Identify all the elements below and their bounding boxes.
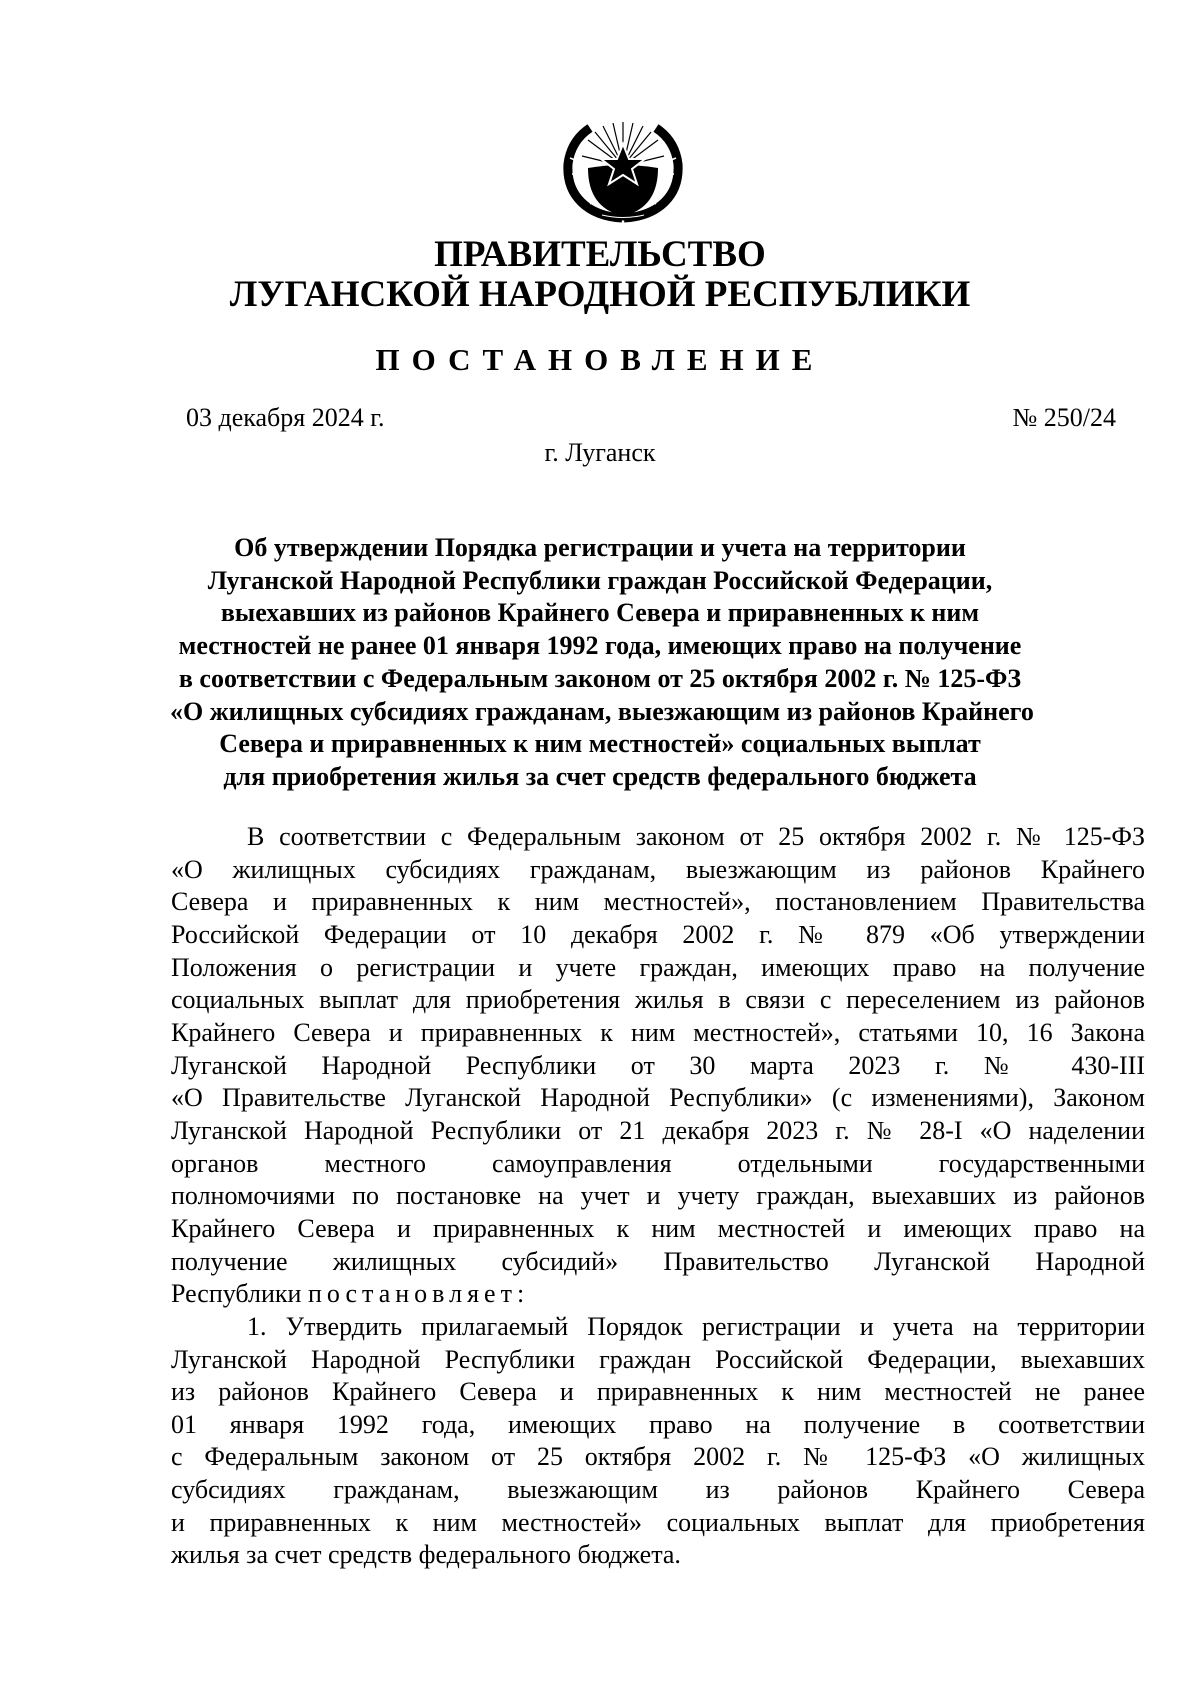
body-line: Российской Федерации от 10 декабря 2002 г. № 879 «Об утверждении	[171, 919, 1145, 949]
body-line: Луганской Народной Республики граждан Российской Федерации, выехавших	[171, 1344, 1145, 1374]
body-line: Севера и приравненных к ним местностей», постановлением Правительства	[171, 887, 1145, 917]
document-city: г. Луганск	[544, 438, 656, 467]
body-line: «О жилищных субсидиях гражданам, выезжающим из районов Крайнего	[171, 854, 1145, 884]
body-line: полномочиями по постановке на учет и учету граждан, выехавших из районов	[171, 1181, 1145, 1211]
document-number: № 250/24	[1012, 403, 1116, 432]
body-line: с Федеральным законом от 25 октября 2002 г. № 125-ФЗ «О жилищных	[171, 1442, 1145, 1472]
body-line: органов местного самоуправления отдельными государственными	[171, 1148, 1145, 1178]
title-line: в соответствии с Федеральным законом от 25 октября 2002 г. № 125-ФЗ	[178, 663, 1022, 693]
document-date: 03 декабря 2024 г.	[186, 403, 385, 432]
organization-name-line-1: ПРАВИТЕЛЬСТВО	[434, 234, 766, 275]
body-line: социальных выплат для приобретения жилья в связи с переселением из районов	[171, 985, 1145, 1015]
body-line: субсидиях гражданам, выезжающим из районов Крайнего Севера	[171, 1475, 1145, 1505]
title-line: выехавших из районов Крайнего Севера и приравненных к ним	[220, 598, 980, 628]
organization-name-line-2: ЛУГАНСКОЙ НАРОДНОЙ РЕСПУБЛИКИ	[229, 274, 971, 315]
title-line: «О жилищных субсидиях гражданам, выезжающим из районов Крайнего	[170, 696, 1034, 726]
title-line: Луганской Народной Республики граждан Российской Федерации,	[207, 565, 993, 595]
body-line: 1. Утвердить прилагаемый Порядок регистрации и учета на территории	[247, 1311, 1145, 1341]
body-line: Луганской Народной Республики от 21 декабря 2023 г. № 28-I «О наделении	[171, 1115, 1145, 1145]
body-line: Крайнего Севера и приравненных к ним местностей и имеющих право на	[171, 1213, 1145, 1243]
title-line: Севера и приравненных к ним местностей» социальных выплат	[219, 729, 981, 759]
body-line: из районов Крайнего Севера и приравненных к ним местностей не ранее	[171, 1377, 1145, 1407]
body-line: Положения о регистрации и учете граждан, имеющих право на получение	[171, 952, 1145, 982]
item-1-paragraph	[171, 1311, 1145, 1572]
body-line: жилья за счет средств федерального бюджета.	[171, 1540, 681, 1570]
body-line: 01 января 1992 года, имеющих право на получение в соответствии	[171, 1409, 1145, 1439]
body-line: «О Правительстве Луганской Народной Республики» (с изменениями), Законом	[171, 1083, 1145, 1113]
body-line: Луганской Народной Республики от 30 марта 2023 г. № 430-III	[171, 1050, 1145, 1080]
body-line-last	[171, 1278, 1145, 1311]
body-line: и приравненных к ним местностей» социальных выплат для приобретения	[171, 1507, 1145, 1537]
preamble-last-prefix: Республики	[171, 1279, 302, 1309]
body-line: Крайнего Севера и приравненных к ним местностей», статьями 10, 16 Закона	[171, 1017, 1145, 1047]
coat-of-arms-icon	[558, 118, 688, 224]
title-line: для приобретения жилья за счет средств федерального бюджета	[223, 761, 977, 791]
body-line: получение жилищных субсидий» Правительство Луганской Народной	[171, 1246, 1145, 1276]
preamble-paragraph	[171, 821, 1145, 1311]
document-body	[171, 821, 1145, 1572]
body-line: В соответствии с Федеральным законом от 25 октября 2002 г. № 125-ФЗ	[247, 822, 1145, 851]
title-line: Об утверждении Порядка регистрации и учета на территории	[234, 533, 966, 562]
decree-word: постановляет:	[307, 1279, 530, 1309]
document-title	[170, 532, 1034, 794]
document-type: ПОСТАНОВЛЕНИЕ	[375, 342, 825, 377]
title-line: местностей не ранее 01 января 1992 года, имеющих право на получение	[178, 631, 1022, 661]
